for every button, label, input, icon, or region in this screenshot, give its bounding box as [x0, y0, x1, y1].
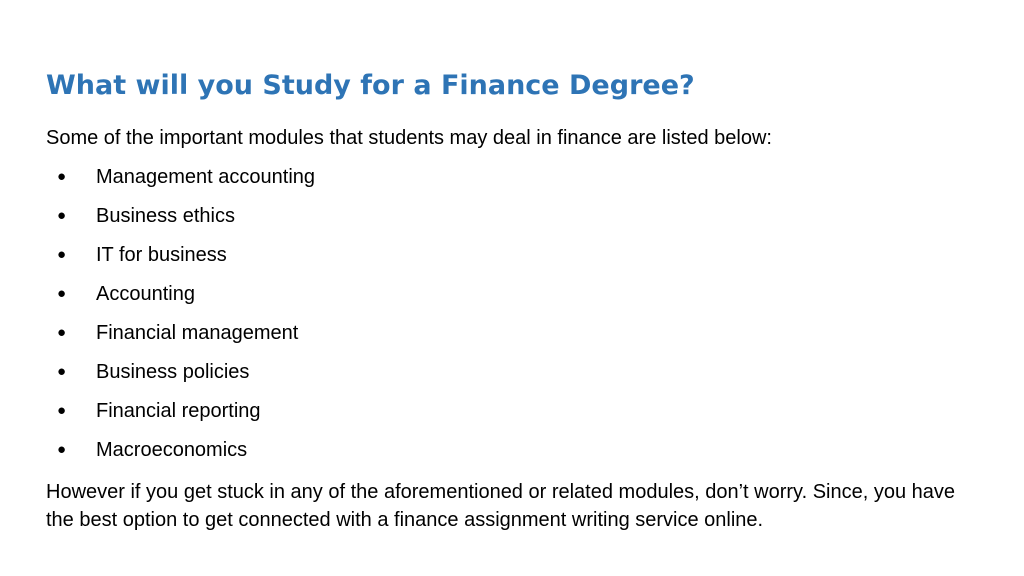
bullet-icon: ● [57, 363, 67, 380]
bullet-icon: ● [57, 285, 67, 302]
module-label: Accounting [96, 283, 195, 305]
bullet-icon: ● [57, 441, 67, 458]
page-title: What will you Study for a Finance Degree? [46, 70, 695, 101]
module-label: IT for business [96, 244, 227, 266]
intro-text: Some of the important modules that students may deal in finance are listed below: [46, 127, 772, 149]
module-label: Macroeconomics [96, 439, 248, 461]
module-label: Business ethics [96, 205, 235, 227]
module-label: Business policies [96, 361, 250, 383]
module-label: Financial management [96, 322, 299, 344]
bullet-icon: ● [57, 402, 67, 419]
module-label: Management accounting [96, 166, 316, 188]
bullet-icon: ● [57, 207, 67, 224]
bullet-icon: ● [57, 246, 67, 263]
module-label: Financial reporting [96, 400, 261, 422]
closing-paragraph: However if you get stuck in any of the aforementioned or related modules, don’t worry. Since, you have the best option to get connected with a finance assignment writing service online. [46, 481, 956, 531]
bullet-icon: ● [57, 168, 67, 185]
bullet-icon: ● [57, 324, 67, 341]
